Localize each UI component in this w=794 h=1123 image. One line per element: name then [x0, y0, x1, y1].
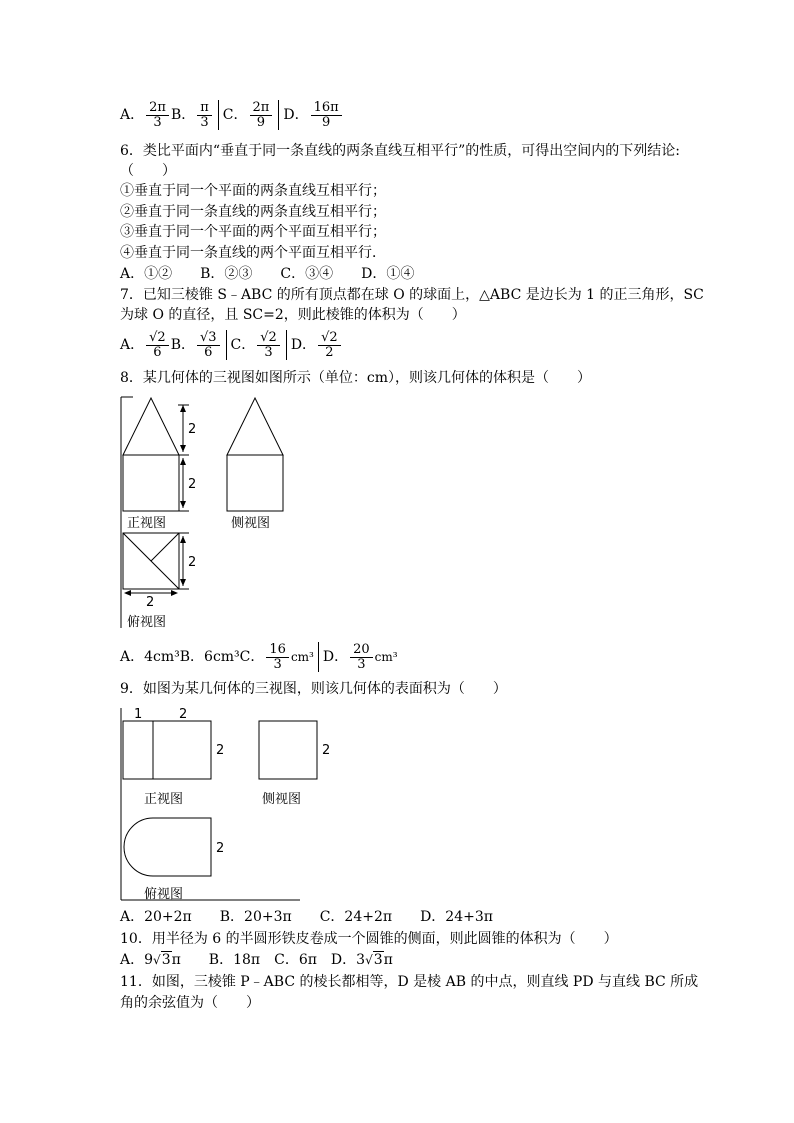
- q8-stem: 8．某几何体的三视图如图所示（单位：cm），则该几何体的体积是（ ）: [120, 370, 592, 386]
- q5-frac-d: $\frac{16\pi}{9}$: [311, 101, 342, 130]
- arrowhead: [180, 501, 186, 508]
- q5-options: A． $\frac{2\pi}{3}$ B． $\frac{\pi}{3}$ C． $\frac{2\pi}{9}$ D． $\frac{16\pi}{9}$: [120, 100, 344, 130]
- arrowhead: [180, 579, 186, 586]
- q7-frac-c: $\frac{√2}{3}$: [257, 331, 280, 360]
- q7-line-2: 为球 O 的直径，且 SC=2，则此棱锥的体积为（ ）: [120, 307, 466, 323]
- q8-dim-3: 2: [188, 555, 197, 570]
- dim-arrow: [126, 533, 189, 593]
- q6-options: A．①② B．②③ C．③④ D．①④: [120, 266, 415, 282]
- q8-dim-2: 2: [188, 477, 197, 492]
- arrowhead: [124, 590, 131, 596]
- q11-line-2: 角的余弦值为（ ）: [120, 995, 260, 1011]
- q6-item-4: ④垂直于同一条直线的两个平面互相平行．: [120, 245, 386, 261]
- q9-stem: 9．如图为某几何体的三视图，则该几何体的表面积为（ ）: [120, 681, 507, 697]
- side-view-label: 侧视图: [262, 792, 302, 807]
- arrowhead: [171, 590, 178, 596]
- top-view-label: 俯视图: [144, 887, 184, 902]
- q6-item-3: ③垂直于同一个平面的两个平面互相平行；: [120, 224, 386, 240]
- arrowhead: [180, 405, 186, 412]
- q7-line-1: 7．已知三棱锥 S﹣ABC 的所有顶点都在球 O 的球面上，△ABC 是边长为 1 的正三角形，SC: [120, 287, 704, 303]
- q8-frac-d: $\frac{20}{3}$: [350, 643, 373, 672]
- q8-dim-4: 2: [146, 595, 155, 610]
- front-view-label: 正视图: [127, 516, 167, 531]
- side-view-label: 侧视图: [231, 516, 271, 531]
- side-view-triangle: [227, 398, 283, 455]
- top-view-label: 俯视图: [127, 615, 167, 630]
- q11-line-1: 11．如图，三棱锥 P﹣ABC 的棱长都相等，D 是棱 AB 的中点，则直线 PD 与直线 BC 所成: [120, 974, 699, 990]
- q8-options: A．4cm³B．6cm³C． $\frac{16}{3}$ cm³ D． $\frac{20}{3}$ cm³: [120, 641, 398, 672]
- top-view-diagonal: [151, 533, 179, 561]
- front-view-square: [123, 455, 179, 511]
- front-view-rect: [123, 721, 211, 779]
- divider: [318, 642, 319, 672]
- q5-frac-b: $\frac{\pi}{3}$: [197, 101, 212, 130]
- q9-width-2: 2: [179, 707, 188, 722]
- q10-stem: 10．用半径为 6 的半圆形铁皮卷成一个圆锥的侧面，则此圆锥的体积为（ ）: [120, 931, 618, 947]
- arrowhead: [180, 536, 186, 543]
- q9-height-1: 2: [216, 743, 225, 758]
- front-view-triangle: [123, 398, 179, 455]
- q10-options: A．9√3π B．18π C．6π D．3√3π: [120, 952, 393, 968]
- q6-paren: （ ）: [120, 163, 176, 179]
- q7-frac-b: $\frac{√3}{6}$: [197, 331, 220, 360]
- q7-options: A． $\frac{√2}{6}$ B． $\frac{√3}{6}$ C． $\frac{√2}{3}$ D． $\frac{√2}{2}$: [120, 330, 343, 360]
- q7-frac-d: $\frac{√2}{2}$: [318, 331, 341, 360]
- side-view-square: [227, 455, 283, 511]
- q6-stem: 6．类比平面内“垂直于同一条直线的两条直线互相平行”的性质，可得出空间内的下列结论:: [120, 143, 680, 159]
- top-view-semicircle-shape: [124, 818, 211, 876]
- q6-item-2: ②垂直于同一条直线的两条直线互相平行；: [120, 204, 386, 220]
- q8-dim-1: 2: [188, 422, 197, 437]
- front-view-label: 正视图: [144, 792, 184, 807]
- arrowhead: [180, 458, 186, 465]
- q7-frac-a: $\frac{√2}{6}$: [146, 331, 169, 360]
- q6-item-1: ①垂直于同一个平面的两条直线互相平行；: [120, 183, 386, 199]
- arrowhead: [180, 445, 186, 452]
- q9-options: A．20+2π B．20+3π C．24+2π D．24+3π: [120, 909, 493, 925]
- q9-height-3: 2: [216, 841, 225, 856]
- q9-width-1: 1: [134, 707, 143, 722]
- q8-frac-c: $\frac{16}{3}$: [266, 643, 289, 672]
- side-view-square: [259, 721, 317, 779]
- q5-frac-a: $\frac{2\pi}{3}$: [146, 101, 169, 130]
- dim-arrow: [178, 405, 189, 511]
- q9-height-2: 2: [322, 743, 331, 758]
- q5-frac-c: $\frac{2\pi}{9}$: [250, 101, 273, 130]
